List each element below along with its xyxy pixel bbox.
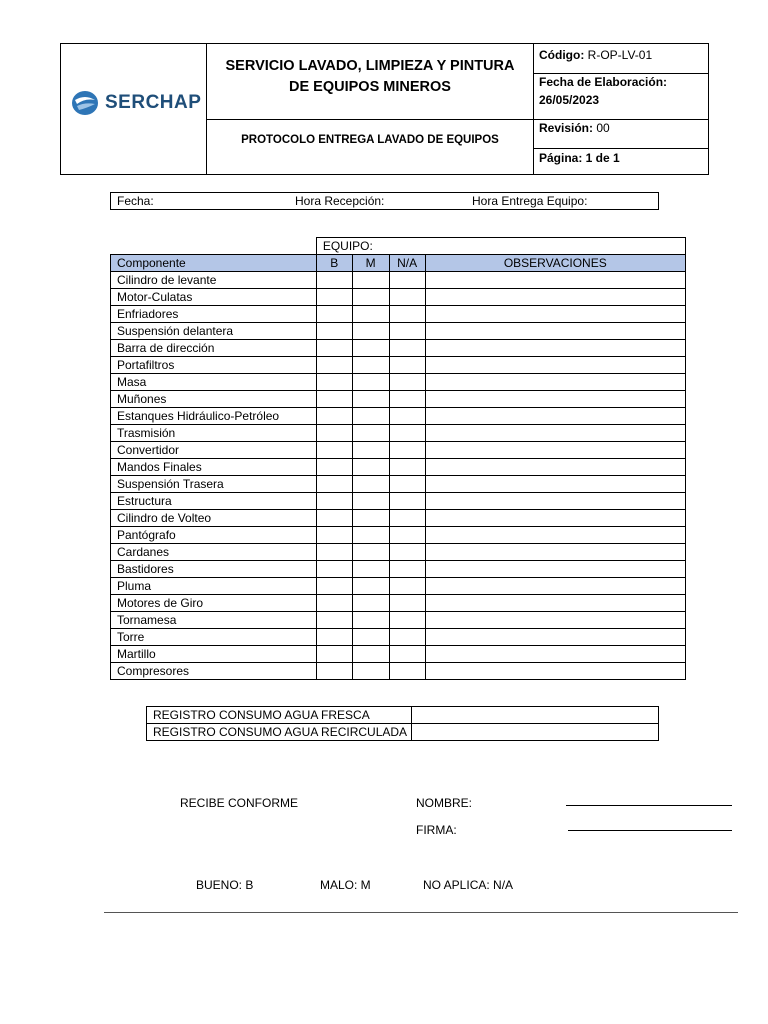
document-title	[207, 56, 533, 98]
observaciones-cell[interactable]	[425, 306, 685, 323]
component-name: Enfriadores	[111, 306, 317, 323]
check-m[interactable]	[352, 646, 389, 663]
check-b[interactable]	[316, 272, 352, 289]
check-na[interactable]	[389, 510, 425, 527]
component-name: Cilindro de levante	[111, 272, 317, 289]
check-na[interactable]	[389, 476, 425, 493]
check-na[interactable]	[389, 595, 425, 612]
agua-recirculada-label: REGISTRO CONSUMO AGUA RECIRCULADA	[147, 724, 412, 741]
check-b[interactable]	[316, 306, 352, 323]
observaciones-cell[interactable]	[425, 629, 685, 646]
check-na[interactable]	[389, 612, 425, 629]
title-line-1: SERVICIO LAVADO, LIMPIEZA Y PINTURA	[225, 58, 515, 74]
header-na: N/A	[389, 255, 425, 272]
check-b[interactable]	[316, 510, 352, 527]
observaciones-cell[interactable]	[425, 578, 685, 595]
company-logo	[71, 90, 201, 116]
component-name: Barra de dirección	[111, 340, 317, 357]
check-b[interactable]	[316, 595, 352, 612]
observaciones-cell[interactable]	[425, 442, 685, 459]
check-m[interactable]	[352, 357, 389, 374]
check-b[interactable]	[316, 459, 352, 476]
logo-text: SERCHAP	[105, 92, 202, 113]
fecha-elaboracion-label: Fecha de Elaboración:	[539, 75, 668, 89]
observaciones-cell[interactable]	[425, 663, 685, 680]
check-b[interactable]	[316, 408, 352, 425]
observaciones-cell[interactable]	[425, 374, 685, 391]
check-b[interactable]	[316, 340, 352, 357]
component-name: Trasmisión	[111, 425, 317, 442]
table-row	[111, 595, 686, 612]
table-row	[111, 459, 686, 476]
observaciones-cell[interactable]	[425, 476, 685, 493]
codigo-value: R-OP-LV-01	[587, 48, 653, 62]
observaciones-cell[interactable]	[425, 323, 685, 340]
equipo-row	[111, 238, 686, 255]
check-na[interactable]	[389, 561, 425, 578]
check-b[interactable]	[316, 612, 352, 629]
check-m[interactable]	[352, 391, 389, 408]
document-header	[60, 43, 709, 175]
codigo-field	[539, 46, 652, 64]
check-m[interactable]	[352, 272, 389, 289]
observaciones-cell[interactable]	[425, 408, 685, 425]
check-na[interactable]	[389, 289, 425, 306]
component-name: Martillo	[111, 646, 317, 663]
check-m[interactable]	[352, 289, 389, 306]
firma-line[interactable]	[568, 830, 732, 831]
component-name: Tornamesa	[111, 612, 317, 629]
check-na[interactable]	[389, 544, 425, 561]
check-m[interactable]	[352, 408, 389, 425]
table-row	[111, 527, 686, 544]
revision-value: 00	[596, 121, 610, 135]
table-row	[111, 646, 686, 663]
check-m[interactable]	[352, 544, 389, 561]
check-b[interactable]	[316, 323, 352, 340]
component-name: Cilindro de Volteo	[111, 510, 317, 527]
component-name: Motor-Culatas	[111, 289, 317, 306]
component-name: Estructura	[111, 493, 317, 510]
component-name: Motores de Giro	[111, 595, 317, 612]
nombre-label: NOMBRE:	[416, 796, 473, 810]
observaciones-cell[interactable]	[425, 357, 685, 374]
check-m[interactable]	[352, 442, 389, 459]
header-b: B	[316, 255, 352, 272]
table-row	[111, 408, 686, 425]
table-row	[147, 724, 659, 741]
observaciones-cell[interactable]	[425, 561, 685, 578]
check-na[interactable]	[389, 663, 425, 680]
component-name: Convertidor	[111, 442, 317, 459]
nombre-line[interactable]	[566, 805, 732, 806]
component-name: Suspensión delantera	[111, 323, 317, 340]
check-b[interactable]	[316, 289, 352, 306]
water-consumption-table	[146, 706, 659, 741]
check-na[interactable]	[389, 527, 425, 544]
equipo-field[interactable]: EQUIPO:	[316, 238, 685, 255]
check-b[interactable]	[316, 663, 352, 680]
check-b[interactable]	[316, 493, 352, 510]
table-row	[111, 272, 686, 289]
table-row	[111, 663, 686, 680]
legend-malo: MALO: M	[320, 878, 371, 892]
check-m[interactable]	[352, 578, 389, 595]
table-row	[111, 442, 686, 459]
check-m[interactable]	[352, 340, 389, 357]
check-na[interactable]	[389, 340, 425, 357]
check-na[interactable]	[389, 578, 425, 595]
component-name: Suspensión Trasera	[111, 476, 317, 493]
observaciones-cell[interactable]	[425, 425, 685, 442]
fecha-label: Fecha:	[117, 194, 154, 208]
check-b[interactable]	[316, 561, 352, 578]
table-row	[111, 306, 686, 323]
component-name: Torre	[111, 629, 317, 646]
observaciones-cell[interactable]	[425, 391, 685, 408]
check-na[interactable]	[389, 459, 425, 476]
table-row	[111, 476, 686, 493]
table-row	[111, 425, 686, 442]
revision-label: Revisión:	[539, 121, 594, 135]
table-row	[111, 578, 686, 595]
component-name: Estanques Hidráulico-Petróleo	[111, 408, 317, 425]
table-row	[111, 289, 686, 306]
component-name: Pantógrafo	[111, 527, 317, 544]
check-b[interactable]	[316, 357, 352, 374]
pagina-field: Página: 1 de 1	[539, 151, 620, 165]
check-m[interactable]	[352, 459, 389, 476]
check-na[interactable]	[389, 493, 425, 510]
observaciones-cell[interactable]	[425, 527, 685, 544]
check-b[interactable]	[316, 476, 352, 493]
observaciones-cell[interactable]	[425, 493, 685, 510]
table-row	[111, 493, 686, 510]
header-m: M	[352, 255, 389, 272]
check-m[interactable]	[352, 374, 389, 391]
table-row	[111, 629, 686, 646]
table-row	[111, 544, 686, 561]
table-row	[111, 510, 686, 527]
table-row	[111, 323, 686, 340]
check-m[interactable]	[352, 527, 389, 544]
fecha-elaboracion-field	[539, 73, 667, 109]
check-m[interactable]	[352, 323, 389, 340]
check-na[interactable]	[389, 374, 425, 391]
check-m[interactable]	[352, 306, 389, 323]
serchap-logo-icon	[71, 90, 99, 116]
observaciones-cell[interactable]	[425, 272, 685, 289]
check-b[interactable]	[316, 425, 352, 442]
component-name: Masa	[111, 374, 317, 391]
check-m[interactable]	[352, 476, 389, 493]
hora-entrega-label: Hora Entrega Equipo:	[472, 194, 588, 208]
check-na[interactable]	[389, 408, 425, 425]
table-row	[111, 561, 686, 578]
component-name: Muñones	[111, 391, 317, 408]
check-na[interactable]	[389, 306, 425, 323]
table-row	[111, 374, 686, 391]
table-row	[147, 707, 659, 724]
component-name: Portafiltros	[111, 357, 317, 374]
component-name: Cardanes	[111, 544, 317, 561]
observaciones-cell[interactable]	[425, 544, 685, 561]
check-b[interactable]	[316, 629, 352, 646]
table-row	[111, 612, 686, 629]
inspection-table	[110, 237, 686, 680]
check-m[interactable]	[352, 629, 389, 646]
check-na[interactable]	[389, 357, 425, 374]
revision-field	[539, 119, 610, 137]
observaciones-cell[interactable]	[425, 612, 685, 629]
check-na[interactable]	[389, 629, 425, 646]
firma-label: FIRMA:	[416, 823, 457, 837]
fecha-elaboracion-value: 26/05/2023	[539, 93, 600, 107]
title-line-2: DE EQUIPOS MINEROS	[289, 79, 451, 95]
observaciones-cell[interactable]	[425, 646, 685, 663]
table-row	[111, 357, 686, 374]
header-componente: Componente	[111, 255, 317, 272]
agua-fresca-value[interactable]	[411, 707, 658, 724]
info-bar	[110, 192, 659, 210]
check-m[interactable]	[352, 425, 389, 442]
check-b[interactable]	[316, 527, 352, 544]
check-b[interactable]	[316, 544, 352, 561]
check-na[interactable]	[389, 272, 425, 289]
observaciones-cell[interactable]	[425, 459, 685, 476]
legend-bueno: BUENO: B	[196, 878, 254, 892]
recibe-conforme-label: RECIBE CONFORME	[180, 796, 299, 810]
check-b[interactable]	[316, 442, 352, 459]
check-na[interactable]	[389, 442, 425, 459]
check-na[interactable]	[389, 425, 425, 442]
check-m[interactable]	[352, 663, 389, 680]
hora-recepcion-label: Hora Recepción:	[295, 194, 385, 208]
component-name: Mandos Finales	[111, 459, 317, 476]
check-na[interactable]	[389, 391, 425, 408]
table-row	[111, 391, 686, 408]
check-m[interactable]	[352, 561, 389, 578]
check-b[interactable]	[316, 646, 352, 663]
check-m[interactable]	[352, 595, 389, 612]
component-name: Pluma	[111, 578, 317, 595]
component-name: Compresores	[111, 663, 317, 680]
document-subtitle: PROTOCOLO ENTREGA LAVADO DE EQUIPOS	[241, 134, 499, 146]
observaciones-cell[interactable]	[425, 595, 685, 612]
check-na[interactable]	[389, 646, 425, 663]
check-b[interactable]	[316, 374, 352, 391]
check-na[interactable]	[389, 323, 425, 340]
component-name: Bastidores	[111, 561, 317, 578]
header-observaciones: OBSERVACIONES	[425, 255, 685, 272]
check-m[interactable]	[352, 612, 389, 629]
codigo-label: Código:	[539, 48, 585, 62]
check-m[interactable]	[352, 510, 389, 527]
agua-fresca-label: REGISTRO CONSUMO AGUA FRESCA	[147, 707, 412, 724]
table-row	[111, 340, 686, 357]
agua-recirculada-value[interactable]	[411, 724, 658, 741]
footer-divider	[104, 912, 738, 913]
check-m[interactable]	[352, 493, 389, 510]
observaciones-cell[interactable]	[425, 289, 685, 306]
check-b[interactable]	[316, 578, 352, 595]
observaciones-cell[interactable]	[425, 340, 685, 357]
check-b[interactable]	[316, 391, 352, 408]
table-header-row	[111, 255, 686, 272]
legend-no-aplica: NO APLICA: N/A	[423, 878, 514, 892]
observaciones-cell[interactable]	[425, 510, 685, 527]
